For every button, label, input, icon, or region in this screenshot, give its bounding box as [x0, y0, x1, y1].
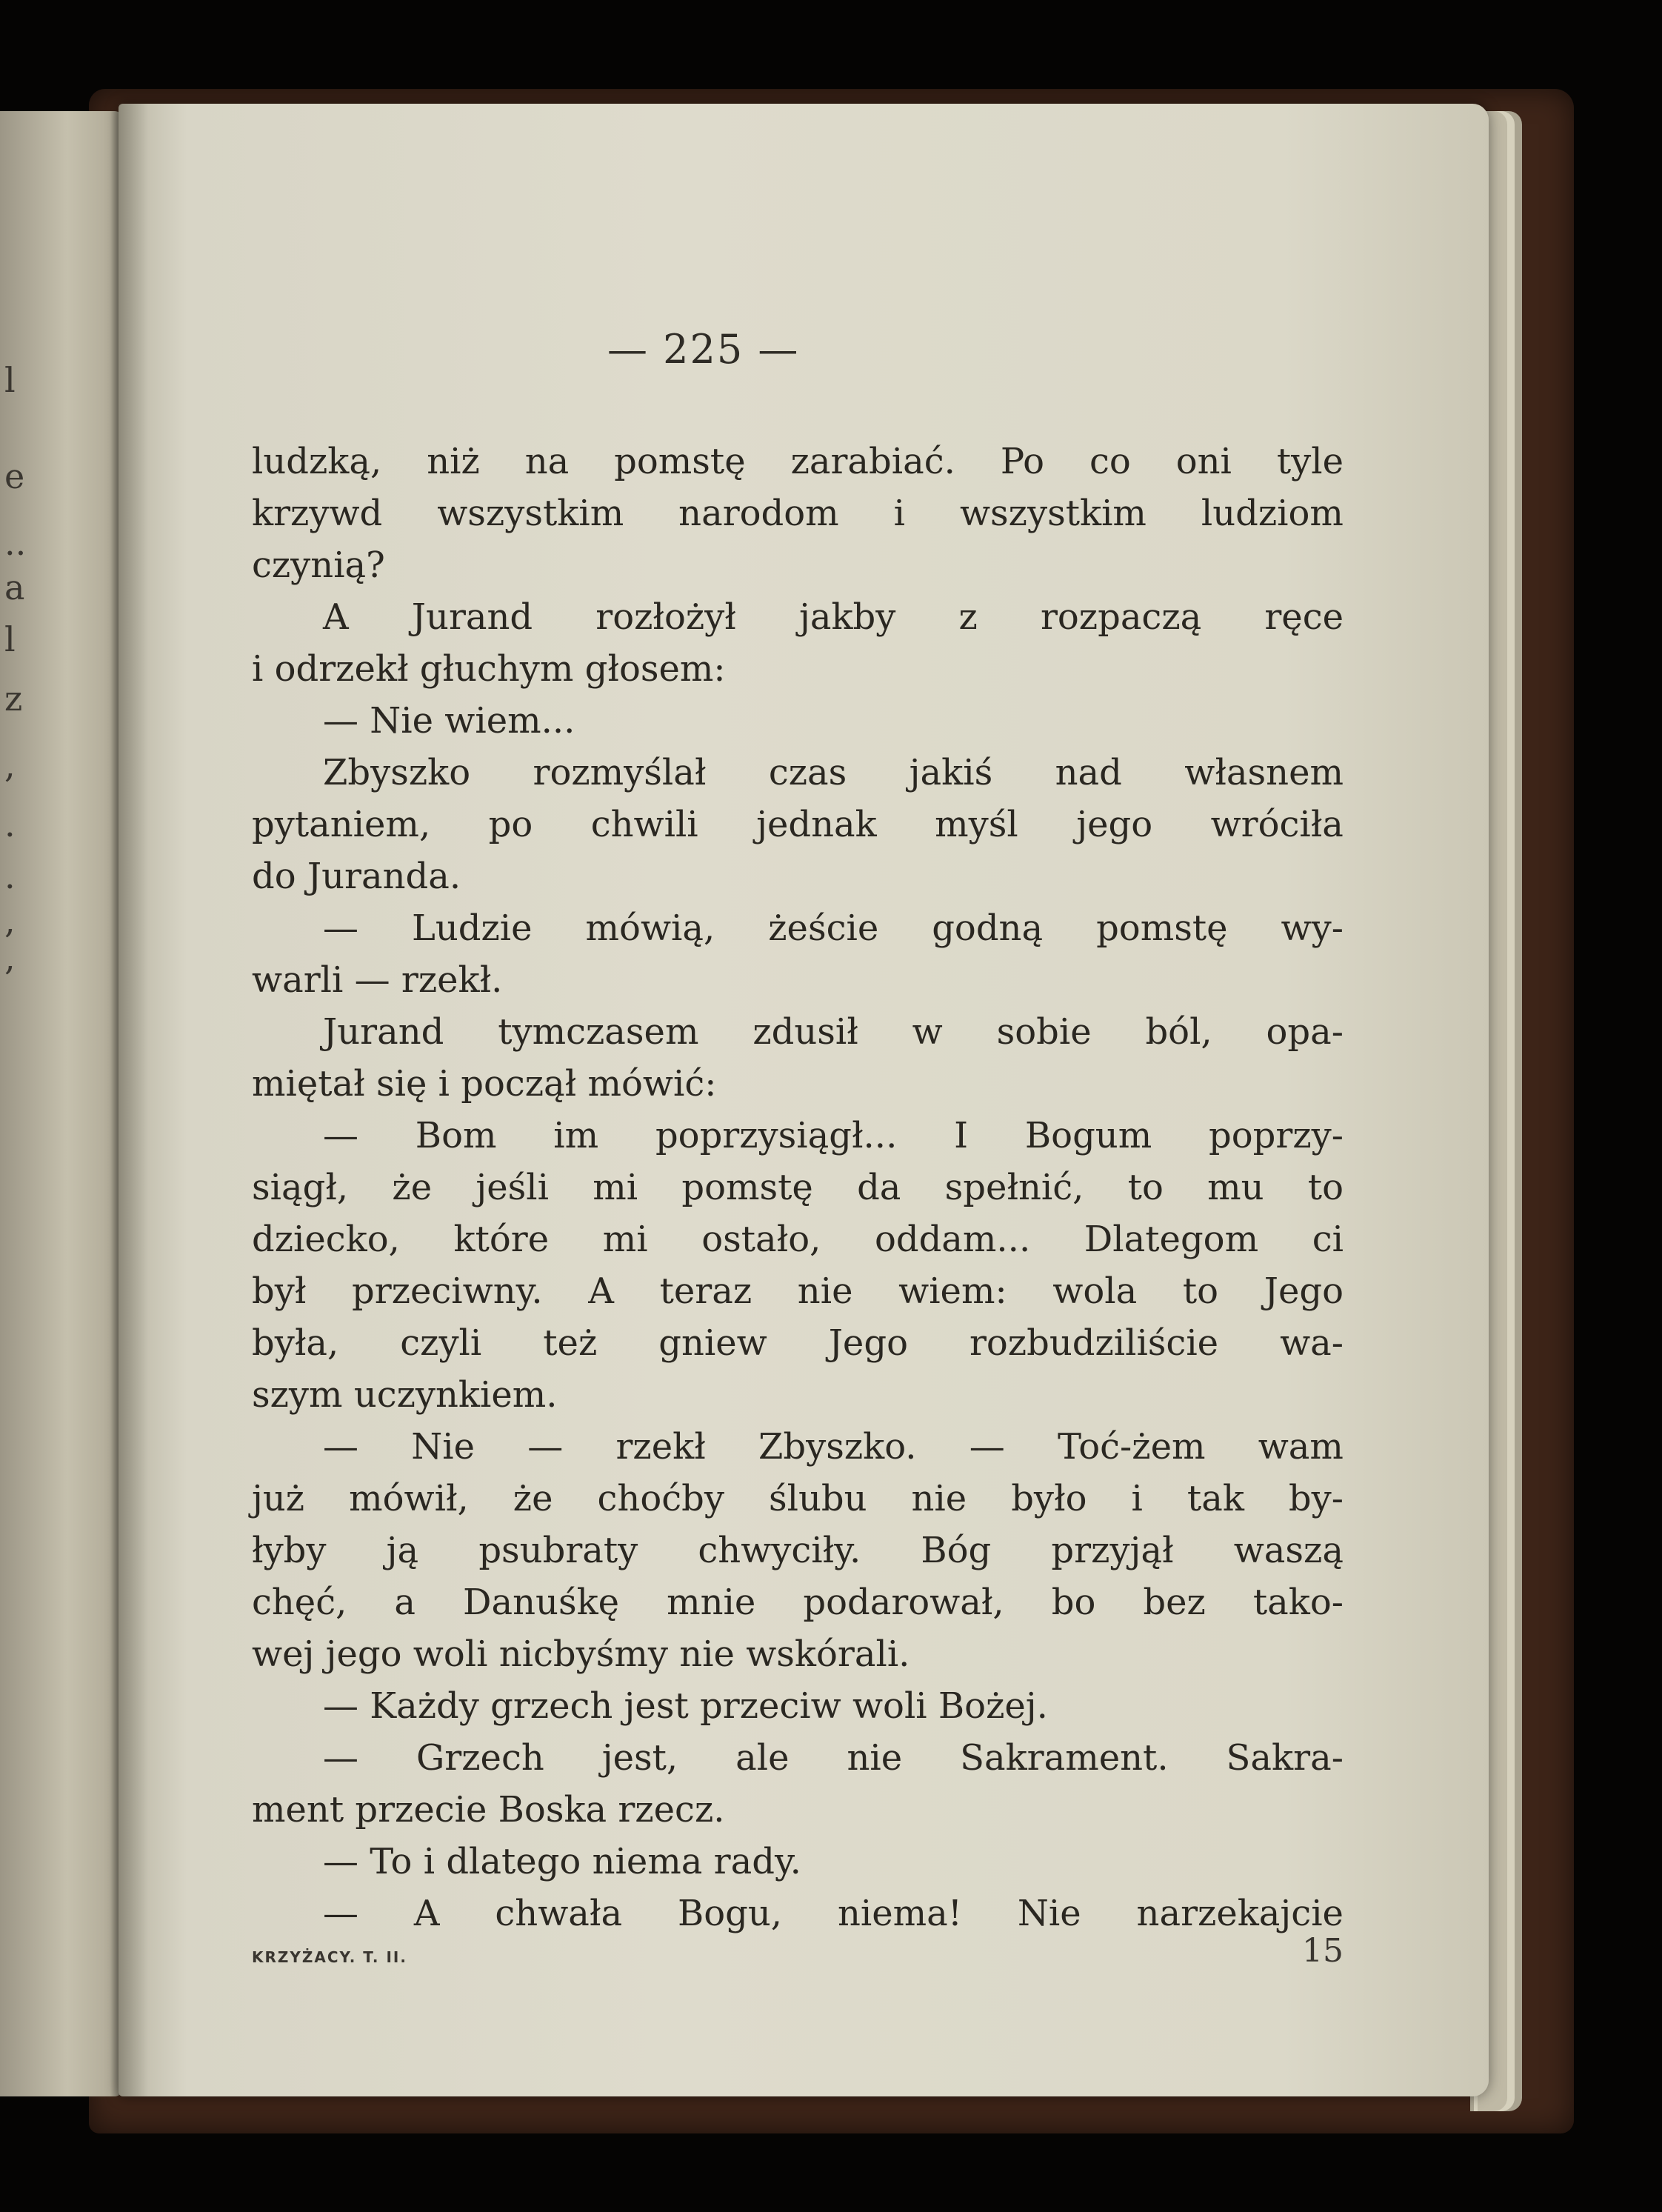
- word: tak: [1187, 1478, 1244, 1519]
- word: tymczasem: [498, 1011, 699, 1053]
- text-line: [252, 747, 1344, 799]
- word: z: [958, 596, 978, 638]
- word: choćby: [597, 1478, 724, 1519]
- word: A: [413, 1893, 440, 1934]
- word: Po: [1000, 441, 1045, 482]
- word: to: [1182, 1270, 1219, 1312]
- signature-mark: KRZYŻACY. T. II.: [252, 1948, 407, 1966]
- signature-number: 15: [1302, 1932, 1344, 1970]
- word: po: [488, 804, 533, 845]
- word: czyli: [400, 1322, 482, 1364]
- left-page-fragment: ..: [4, 523, 27, 563]
- text-line: [252, 1006, 1344, 1058]
- book-page: [119, 104, 1489, 2096]
- word: to: [1307, 1167, 1344, 1208]
- word: chęć,: [252, 1582, 347, 1623]
- word: jakby: [798, 596, 896, 638]
- word: mnie: [667, 1582, 756, 1623]
- word: jednak: [756, 804, 877, 845]
- left-page-fragment: l: [4, 619, 16, 659]
- text-line: — Nie wiem...: [323, 700, 575, 742]
- word: tako-: [1252, 1582, 1344, 1623]
- word: że: [513, 1478, 553, 1519]
- word: ludziom: [1201, 493, 1344, 534]
- word: ale: [735, 1737, 790, 1779]
- word: była,: [252, 1322, 339, 1364]
- word: Zbyszko: [323, 752, 471, 793]
- word: jego: [1076, 804, 1153, 845]
- word: przeciwny.: [352, 1270, 543, 1312]
- word: poprzysiągł...: [655, 1115, 898, 1156]
- text-line: wej jego woli nicbyśmy nie wskórali.: [252, 1633, 910, 1675]
- word: na: [524, 441, 570, 482]
- word: to: [1127, 1167, 1164, 1208]
- text-line: ment przecie Boska rzecz.: [252, 1789, 725, 1830]
- word: Jego: [1264, 1270, 1344, 1312]
- text-line: warli — rzekł.: [252, 959, 503, 1001]
- word: pomstę: [1096, 907, 1228, 949]
- word: wola: [1052, 1270, 1138, 1312]
- left-page-fragment: z: [4, 679, 23, 719]
- word: rzekł: [615, 1426, 706, 1468]
- word: nad: [1055, 752, 1122, 793]
- word: A: [588, 1270, 614, 1312]
- word: tyle: [1276, 441, 1344, 482]
- left-page-fragment: ,: [4, 938, 16, 978]
- text-line: [252, 436, 1344, 487]
- word: —: [323, 907, 358, 949]
- word: nie: [797, 1270, 853, 1312]
- text-line: [252, 1732, 1344, 1784]
- word: jakiś: [909, 752, 993, 793]
- text-line: czynią?: [252, 544, 385, 586]
- word: że: [392, 1167, 433, 1208]
- word: oddam...: [874, 1219, 1031, 1260]
- word: I: [954, 1115, 969, 1156]
- text-line: [252, 487, 1344, 539]
- word: mówią,: [585, 907, 715, 949]
- word: czas: [768, 752, 847, 793]
- word: Sakrament.: [960, 1737, 1169, 1779]
- word: krzywd: [252, 493, 383, 534]
- word: Bóg: [921, 1530, 992, 1571]
- word: Bogum: [1024, 1115, 1152, 1156]
- page-gutter-shadow: [119, 104, 148, 2096]
- left-page-fragment: e: [4, 456, 25, 496]
- word: ślubu: [768, 1478, 867, 1519]
- word: —: [323, 1115, 358, 1156]
- word: wszystkim: [437, 493, 624, 534]
- text-line: [252, 1421, 1344, 1473]
- word: poprzy-: [1209, 1115, 1344, 1156]
- word: żeście: [768, 907, 879, 949]
- text-line: [252, 902, 1344, 954]
- word: Danuśkę: [463, 1582, 620, 1623]
- word: chwała: [495, 1893, 623, 1934]
- word: —: [323, 1737, 358, 1779]
- text-line: [252, 1576, 1344, 1628]
- word: wiem:: [898, 1270, 1007, 1312]
- word: dziecko,: [252, 1219, 400, 1260]
- word: ci: [1312, 1219, 1344, 1260]
- word: Toć-żem: [1057, 1426, 1206, 1468]
- word: rozłożył: [595, 596, 736, 638]
- word: ostało,: [701, 1219, 821, 1260]
- word: myśl: [935, 804, 1018, 845]
- word: już: [252, 1478, 305, 1519]
- word: A: [323, 596, 349, 638]
- word: wszystkim: [959, 493, 1147, 534]
- word: własnem: [1184, 752, 1344, 793]
- word: nie: [911, 1478, 967, 1519]
- left-page-fragment: .: [4, 804, 16, 845]
- text-line: [252, 591, 1344, 643]
- word: Jego: [828, 1322, 908, 1364]
- word: —: [323, 1426, 358, 1468]
- word: które: [453, 1219, 550, 1260]
- word: ból,: [1145, 1011, 1212, 1053]
- word: niema!: [837, 1893, 963, 1934]
- word: narodom: [678, 493, 839, 534]
- word: sobie: [996, 1011, 1092, 1053]
- text-line: [252, 799, 1344, 850]
- page-number: — 225 —: [607, 326, 800, 373]
- word: —: [323, 1893, 358, 1934]
- word: pomstę: [681, 1167, 813, 1208]
- word: chwili: [590, 804, 698, 845]
- text-line: do Juranda.: [252, 856, 461, 897]
- word: wróciła: [1210, 804, 1344, 845]
- word: ludzką,: [252, 441, 382, 482]
- word: bo: [1051, 1582, 1096, 1623]
- text-line: i odrzekł głuchym głosem:: [252, 648, 726, 690]
- text-line: [252, 1525, 1344, 1576]
- text-line: [252, 1265, 1344, 1317]
- word: Nie: [1017, 1893, 1081, 1934]
- left-page-fragment: .: [4, 856, 16, 896]
- text-line: [252, 1317, 1344, 1369]
- word: rozmyślał: [533, 752, 707, 793]
- word: teraz: [659, 1270, 752, 1312]
- word: Bom: [415, 1115, 497, 1156]
- word: oni: [1175, 441, 1232, 482]
- left-page-fragment: l: [4, 360, 16, 400]
- word: —: [969, 1426, 1005, 1468]
- text-line: — To i dlatego niema rady.: [323, 1841, 801, 1882]
- word: w: [912, 1011, 943, 1053]
- word: pomstę: [614, 441, 746, 482]
- word: rozpaczą: [1040, 596, 1202, 638]
- word: Grzech: [416, 1737, 544, 1779]
- left-page-fragments: [0, 111, 122, 2096]
- left-page-fragment: ,: [4, 745, 16, 785]
- word: przyjął: [1051, 1530, 1174, 1571]
- word: mi: [602, 1219, 648, 1260]
- word: wy-: [1281, 907, 1344, 949]
- body-text: [252, 436, 1344, 1939]
- word: opa-: [1266, 1011, 1344, 1053]
- word: gniew: [658, 1322, 767, 1364]
- word: da: [857, 1167, 901, 1208]
- word: Sakra-: [1226, 1737, 1344, 1779]
- word: ją: [386, 1530, 419, 1571]
- word: pytaniem,: [252, 804, 431, 845]
- text-line: szym uczynkiem.: [252, 1374, 558, 1416]
- word: narzekajcie: [1136, 1893, 1344, 1934]
- word: Dlategom: [1084, 1219, 1259, 1260]
- word: Bogu,: [677, 1893, 783, 1934]
- word: jest,: [601, 1737, 678, 1779]
- word: mówił,: [349, 1478, 469, 1519]
- word: bez: [1143, 1582, 1206, 1623]
- word: mi: [593, 1167, 638, 1208]
- word: podarował,: [803, 1582, 1004, 1623]
- text-line: [252, 1110, 1344, 1162]
- word: rozbudziliście: [969, 1322, 1219, 1364]
- word: a: [394, 1582, 416, 1623]
- word: i: [893, 493, 905, 534]
- word: wa-: [1280, 1322, 1344, 1364]
- word: i: [1131, 1478, 1143, 1519]
- word: mu: [1207, 1167, 1264, 1208]
- left-page-fragment: ,: [4, 901, 16, 941]
- word: Zbyszko.: [758, 1426, 917, 1468]
- word: był: [252, 1270, 307, 1312]
- left-page-edge: [0, 111, 122, 2096]
- word: zdusił: [752, 1011, 858, 1053]
- word: wam: [1258, 1426, 1344, 1468]
- word: —: [527, 1426, 564, 1468]
- word: by-: [1288, 1478, 1344, 1519]
- word: ręce: [1264, 596, 1344, 638]
- word: chwyciły.: [698, 1530, 861, 1571]
- word: nie: [847, 1737, 903, 1779]
- text-line: [252, 1473, 1344, 1525]
- word: Jurand: [323, 1011, 444, 1053]
- word: było: [1011, 1478, 1087, 1519]
- word: im: [553, 1115, 599, 1156]
- word: Jurand: [411, 596, 533, 638]
- left-page-fragment: a: [4, 567, 25, 607]
- word: spełnić,: [944, 1167, 1084, 1208]
- word: łyby: [252, 1530, 327, 1571]
- word: co: [1089, 441, 1131, 482]
- word: waszą: [1233, 1530, 1344, 1571]
- word: niż: [427, 441, 480, 482]
- word: Ludzie: [411, 907, 533, 949]
- page-footer: [252, 1932, 1344, 1976]
- text-line: miętał się i począł mówić:: [252, 1063, 717, 1105]
- text-line: [252, 1213, 1344, 1265]
- word: zarabiać.: [790, 441, 955, 482]
- text-line: — Każdy grzech jest przeciw woli Bożej.: [323, 1685, 1048, 1727]
- word: Nie: [411, 1426, 475, 1468]
- word: jeśli: [475, 1167, 549, 1208]
- word: psubraty: [478, 1530, 638, 1571]
- word: siągł,: [252, 1167, 349, 1208]
- text-line: [252, 1162, 1344, 1213]
- word: też: [543, 1322, 598, 1364]
- word: godną: [932, 907, 1044, 949]
